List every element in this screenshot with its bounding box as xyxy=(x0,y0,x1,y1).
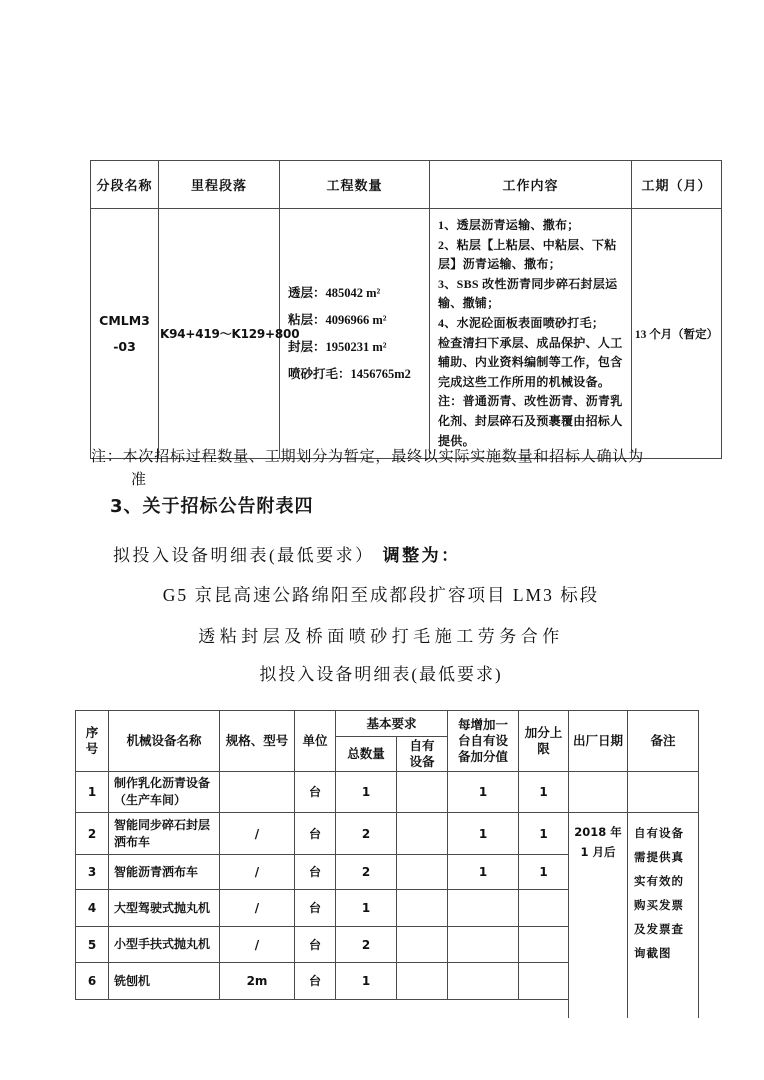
work-item: 4、水泥砼面板表面喷砂打毛； xyxy=(438,315,605,330)
equipment-row xyxy=(76,813,699,855)
own-qty-cell xyxy=(397,890,448,927)
own-qty-cell xyxy=(397,813,448,855)
t2-header-name: 机械设备名称 xyxy=(109,711,220,772)
t2-header-unit: 单位 xyxy=(295,711,336,772)
bonus-cell: 1 xyxy=(448,772,519,813)
factory-date-merged-cell xyxy=(569,813,628,1018)
equipment-row xyxy=(76,772,699,813)
section-heading-number: 3、关于 xyxy=(110,496,181,517)
total-qty-cell: 2 xyxy=(336,927,397,963)
total-qty-cell: 1 xyxy=(336,963,397,1000)
unit-cell: 台 xyxy=(295,855,336,890)
bonus-cell xyxy=(448,890,519,927)
row-no-cell: 3 xyxy=(76,855,109,890)
t1-header-segment: 分段名称 xyxy=(91,161,159,209)
t1-header-duration: 工期（月） xyxy=(632,161,722,209)
footnote-line: 准 xyxy=(131,472,147,488)
segment-name-cell: CMLM3-03 xyxy=(91,209,159,459)
t1-header-quantity: 工程数量 xyxy=(280,161,430,209)
equipment-name-cell: 铣刨机 xyxy=(109,963,220,1000)
unit-cell: 台 xyxy=(295,963,336,1000)
work-content-cell xyxy=(430,209,632,459)
cap-cell xyxy=(519,890,569,927)
equipment-name-cell: 制作乳化沥青设备（生产车间） xyxy=(109,772,220,813)
quantity-cell xyxy=(280,209,430,459)
spec-cell: / xyxy=(220,890,295,927)
cap-cell xyxy=(519,963,569,1000)
work-item: 注：普通沥青、改性沥青、沥青乳化剂、封层碎石及预裹覆由招标人提供。 xyxy=(438,394,623,448)
t1-data-row xyxy=(91,209,722,459)
factory-date-line: 2018 年 xyxy=(574,825,622,839)
row-no-cell: 5 xyxy=(76,927,109,963)
bonus-cell: 1 xyxy=(448,813,519,855)
t1-header-work: 工作内容 xyxy=(430,161,632,209)
equipment-name-cell: 大型驾驶式抛丸机 xyxy=(109,890,220,927)
total-qty-cell: 2 xyxy=(336,855,397,890)
total-qty-cell: 1 xyxy=(336,890,397,927)
date-cell xyxy=(569,772,628,813)
bonus-cell: 1 xyxy=(448,855,519,890)
spec-cell xyxy=(220,772,295,813)
t2-header-basic: 基本要求 xyxy=(336,711,448,737)
row-no-cell: 4 xyxy=(76,890,109,927)
total-qty-cell: 1 xyxy=(336,772,397,813)
remark-merged-cell: 自有设备需提供真实有效的购买发票及发票查询截图 xyxy=(628,813,699,1018)
project-title-line3: 拟投入设备明细表(最低要求) xyxy=(259,665,503,684)
quantity-line: 透层：485042 m² xyxy=(288,285,381,300)
adjustment-line-normal: 拟投入设备明细表(最低要求） xyxy=(113,546,375,565)
equipment-table xyxy=(75,710,699,1018)
t2-header-own: 自有设备 xyxy=(397,737,448,772)
t1-header-row xyxy=(91,161,722,209)
adjustment-line xyxy=(113,541,461,566)
cap-cell: 1 xyxy=(519,813,569,855)
cap-cell xyxy=(519,927,569,963)
t2-header-date: 出厂日期 xyxy=(569,711,628,772)
overhang-spacer xyxy=(76,1000,569,1018)
bonus-cell xyxy=(448,927,519,963)
factory-date-line: 1 月后 xyxy=(580,845,616,859)
cap-cell: 1 xyxy=(519,772,569,813)
spec-cell: 2m xyxy=(220,963,295,1000)
t1-header-mileage: 里程段落 xyxy=(159,161,280,209)
quantity-line: 粘层：4096966 m² xyxy=(288,312,387,327)
unit-cell: 台 xyxy=(295,813,336,855)
quantity-line: 封层：1950231 m² xyxy=(288,339,387,354)
table1-footnote xyxy=(91,446,701,492)
unit-cell: 台 xyxy=(295,890,336,927)
own-qty-cell xyxy=(397,855,448,890)
t2-header-bonus: 每增加一台自有设备加分值 xyxy=(448,711,519,772)
row-no-cell: 6 xyxy=(76,963,109,1000)
t2-header-spec: 规格、型号 xyxy=(220,711,295,772)
mileage-cell: K94+419～K129+800 xyxy=(159,209,280,459)
duration-cell: 13 个月（暂定） xyxy=(632,209,722,459)
unit-cell: 台 xyxy=(295,927,336,963)
section-heading-text: 招标公告附表四 xyxy=(180,496,314,516)
equipment-name-cell: 智能沥青洒布车 xyxy=(109,855,220,890)
equipment-name-cell: 智能同步碎石封层洒布车 xyxy=(109,813,220,855)
total-qty-cell: 2 xyxy=(336,813,397,855)
spec-cell: / xyxy=(220,927,295,963)
row-no-cell: 2 xyxy=(76,813,109,855)
work-item: 1、透层沥青运输、撒布； xyxy=(438,218,580,232)
work-item: 检查清扫下承层、成品保护、人工辅助、内业资料编制等工作，包含完成这些工作所用的机械设备。 xyxy=(438,335,623,389)
footnote-line: 注：本次招标过程数量、工期划分为暂定，最终以实际实施数量和招标人确认为 xyxy=(91,449,645,465)
segment-work-table xyxy=(90,160,722,459)
t2-header-cap: 加分上限 xyxy=(519,711,569,772)
t2-header-row-1 xyxy=(76,711,699,737)
t2-header-no: 序号 xyxy=(76,711,109,772)
unit-cell: 台 xyxy=(295,772,336,813)
equipment-name-cell: 小型手扶式抛丸机 xyxy=(109,927,220,963)
own-qty-cell xyxy=(397,772,448,813)
section-heading xyxy=(110,492,314,518)
spec-cell: / xyxy=(220,855,295,890)
row-no-cell: 1 xyxy=(76,772,109,813)
t2-header-remark: 备注 xyxy=(628,711,699,772)
project-title-line2: 透粘封层及桥面喷砂打毛施工劳务合作 xyxy=(198,627,564,646)
work-item: 2、粘层【上粘层、中粘层、下粘层】沥青运输、撒布； xyxy=(438,237,617,272)
adjustment-line-bold: 调整为： xyxy=(382,546,461,566)
spec-cell: / xyxy=(220,813,295,855)
work-item: 3、SBS 改性沥青同步碎石封层运输、撒铺； xyxy=(438,276,618,311)
remark-cell xyxy=(628,772,699,813)
cap-cell: 1 xyxy=(519,855,569,890)
bonus-cell xyxy=(448,963,519,1000)
own-qty-cell xyxy=(397,963,448,1000)
t2-header-total: 总数量 xyxy=(336,737,397,772)
quantity-line: 喷砂打毛：1456765m2 xyxy=(288,366,411,381)
project-title-line1: G5 京昆高速公路绵阳至成都段扩容项目 LM3 标段 xyxy=(162,585,600,605)
own-qty-cell xyxy=(397,927,448,963)
